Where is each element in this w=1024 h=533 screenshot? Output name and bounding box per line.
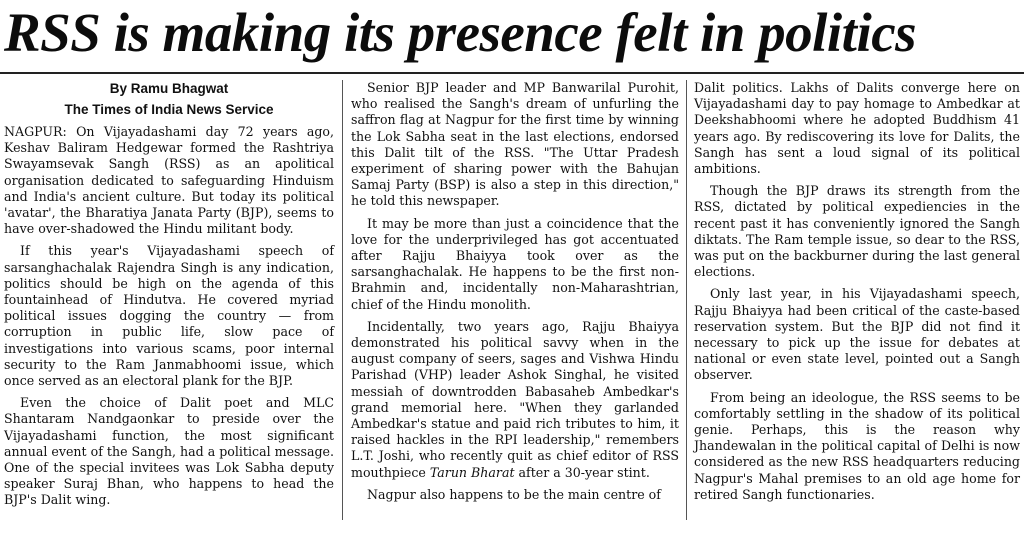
paragraph: If this year's Vijayadashami speech of sarsanghachalak Rajendra Singh is any indication, politics should be high on the agenda of this fountainhead of Hindutva. He covered myriad political issues dogging the country — from corruption in public life, slow pace of investigations into various scams, poor internal security to the Ram Janmabhoomi issue, which once served as an electoral plank for the BJP. <box>4 243 334 389</box>
column-2 <box>351 80 679 509</box>
paragraph: Only last year, in his Vijayadashami speech, Rajju Bhaiyya had been critical of the caste-based reservation system. But the BJP did not find it necessary to pick up the issue for debates at national or even state level, pointed out a Sangh observer. <box>694 286 1020 383</box>
paragraph <box>351 319 679 481</box>
byline-service: The Times of India News Service <box>64 102 274 117</box>
paragraph-text: On Vijayadashami day 72 years ago, Keshav Baliram Hedgewar formed the Rashtriya Swayamsevak Sangh (RSS) as an apolitical organisation dedicated to safeguarding Hinduism and India's ancient culture. But today its political 'avatar', the Bharatiya Janata Party (BJP), seems to have over-shadowed the Hindu militant body. <box>4 124 334 237</box>
paragraph-text: Incidentally, two years ago, Rajju Bhaiyya demonstrated his political savvy when in the august company of seers, sages and Vishwa Hindu Parishad (VHP) leader Ashok Singhal, he visited messiah of downtrodden Babasaheb Ambedkar's grand memorial here. "When they garlanded Ambedkar's statue and paid rich tributes to him, it raised hackles in the RPI leadership," remembers L.T. Joshi, who recently quit as chief editor of RSS mouthpiece <box>351 318 679 480</box>
paragraph: It may be more than just a coincidence that the love for the underprivileged has got accentuated after Rajju Bhaiyya took over as the sarsanghachalak. He happens to be the first non-Brahmin and, incidentally non-Maharashtrian, chief of the Hindu monolith. <box>351 215 679 312</box>
headline-rule <box>0 72 1024 74</box>
byline-author: By Ramu Bhagwat <box>109 81 229 96</box>
paragraph-text-end: after a 30-year stint. <box>518 464 650 480</box>
publication-name: Tarun Bharat <box>429 464 515 480</box>
paragraph: From being an ideologue, the RSS seems to be comfortably settling in the shadow of its political genie. Perhaps, this is the reason why Jhandewalan in the political capital of Delhi is now considered as the new RSS headquarters reducing Nagpur's Mahal premises to an old age home for retired Sangh functionaries. <box>694 389 1020 502</box>
column-divider <box>686 80 687 520</box>
paragraph: NAGPUR: On Vijayadashami day 72 years ago, Keshav Baliram Hedgewar formed the Rashtriya Swayamsevak Sangh (RSS) as an apolitical organisation dedicated to safeguarding Hinduism and India's ancient culture. But today its political 'avatar', the Bharatiya Janata Party (BJP), seems to have over-shadowed the Hindu militant body. <box>4 124 334 237</box>
paragraph: Senior BJP leader and MP Banwarilal Purohit, who realised the Sangh's dream of unfurling the saffron flag at Nagpur for the first time by winning the Lok Sabha seat in the last elections, endorsed this Dalit tilt of the RSS. "The Uttar Pradesh experiment of sharing power with the Bahujan Samaj Party (BSP) is also a step in this direction," he told this newspaper. <box>351 80 679 209</box>
paragraph: Though the BJP draws its strength from the RSS, dictated by political expediencies in the recent past it has conveniently ignored the Sangh diktats. The Ram temple issue, so dear to the RSS, was put on the backburner during the last general elections. <box>694 183 1020 280</box>
paragraph: Even the choice of Dalit poet and MLC Shantaram Nandgaonkar to preside over the Vijayadashami function, the most significant annual event of the Sangh, had a political message. One of the special invitees was Lok Sabha deputy speaker Suraj Bhan, who happens to head the BJP's Dalit wing. <box>4 395 334 508</box>
headline: RSS is making its presence felt in politics <box>4 2 917 63</box>
column-3 <box>694 80 1020 509</box>
paragraph: Dalit politics. Lakhs of Dalits converge here on Vijayadashami day to pay homage to Ambedkar at Deekshabhoomi where he adopted Buddhism 41 years ago. By rediscovering its love for Dalits, the Sangh has sent a loud signal of its political ambitions. <box>694 80 1020 177</box>
dateline: NAGPUR <box>4 124 63 139</box>
column-divider <box>342 80 343 520</box>
column-1 <box>4 80 334 515</box>
paragraph: Nagpur also happens to be the main centre of <box>367 486 661 502</box>
